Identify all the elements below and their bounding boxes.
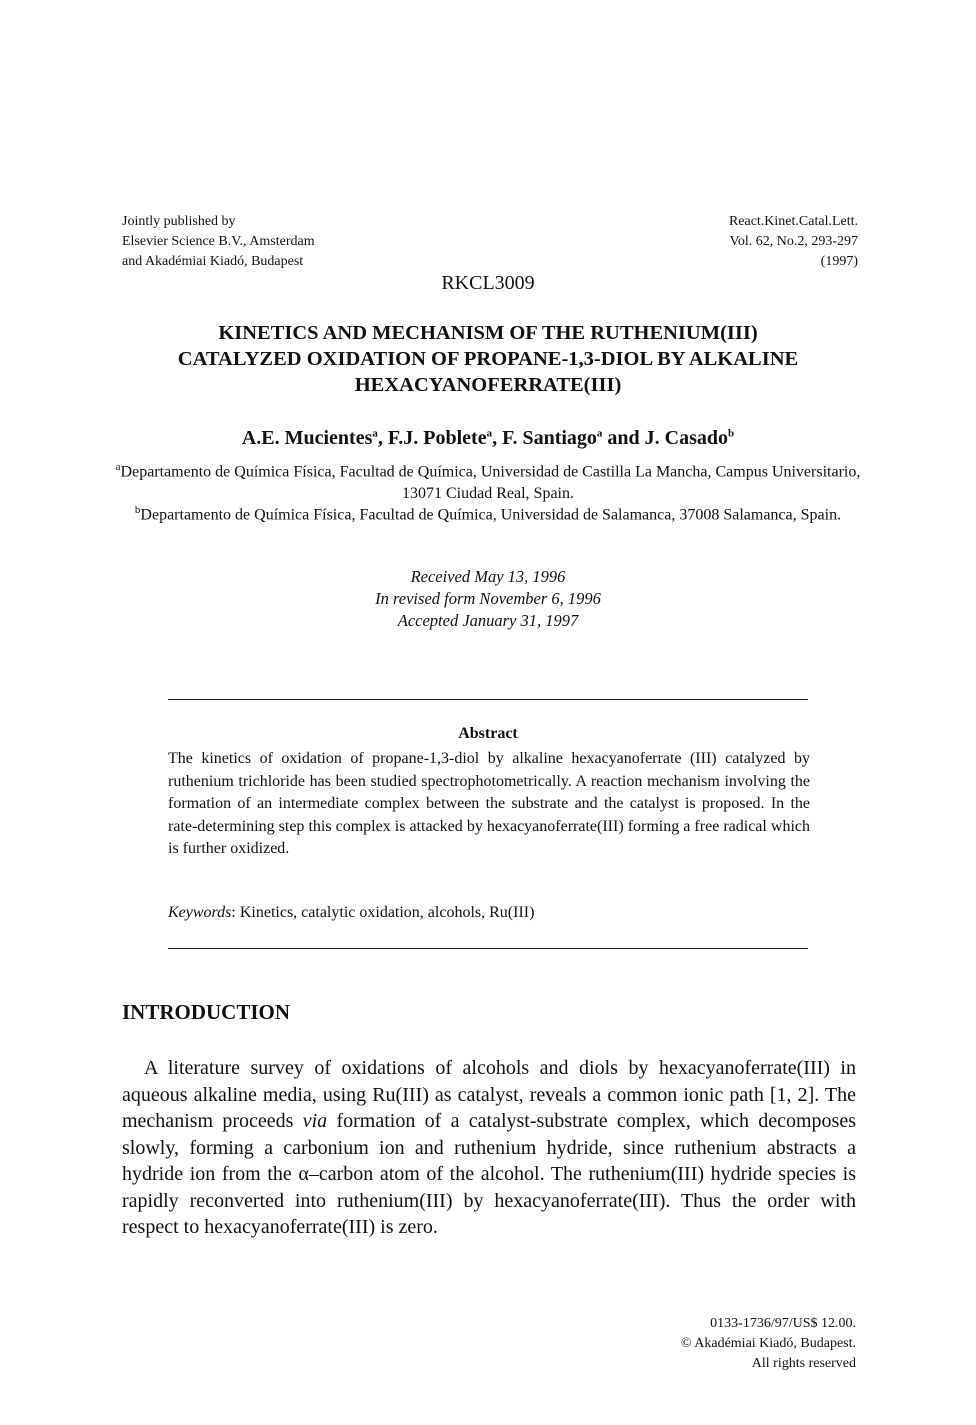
intro-text: formation of a catalyst-substrate complex, which decomposes slowly, forming a carbonium ion and ruthenium hydride, since ruthenium abstracts a hydride ion from the α–carbon atom of the alcohol. The ruthenium(III) hydride species is rapidly reconverted into ruthenium(III) by hexacyanoferrate(III). Thus the order with respect to hexacyanoferrate(III) is zero. xyxy=(122,1110,856,1238)
accepted-date: Accepted January 31, 1997 xyxy=(397,611,579,630)
abstract-heading: Abstract xyxy=(458,725,518,742)
abstract-bottom-divider xyxy=(168,948,808,949)
keywords: Keywords: Kinetics, catalytic oxidation, alcohols, Ru(III) xyxy=(168,904,535,921)
copyright-holder: © Akadémiai Kiadó, Budapest. xyxy=(680,1336,856,1351)
author-affiliation-mark: b xyxy=(728,427,735,440)
title-line: CATALYZED OXIDATION OF PROPANE-1,3-DIOL BY ALKALINE xyxy=(177,348,799,370)
publisher-info xyxy=(122,212,315,272)
article-code: RKCL3009 xyxy=(441,272,535,294)
issn-price: 0133-1736/97/US$ 12.00. xyxy=(710,1316,856,1331)
publisher-line: and Akadémiai Kiadó, Budapest xyxy=(122,254,304,269)
keywords-label: Keywords xyxy=(168,904,232,921)
author-affiliation-mark: a xyxy=(372,427,378,440)
revised-date: In revised form November 6, 1996 xyxy=(375,589,601,608)
journal-name: React.Kinet.Catal.Lett. xyxy=(728,214,858,229)
paper-title xyxy=(100,320,876,398)
received-date: Received May 13, 1996 xyxy=(410,567,566,586)
title-line: HEXACYANOFERRATE(III) xyxy=(354,374,622,396)
affiliation-b xyxy=(110,499,866,526)
abstract-text: The kinetics of oxidation of propane-1,3-diol by alkaline hexacyanoferrate (III) catalyzed by ruthenium trichloride has been studied spectrophotometrically. A reaction mechanism involving the formation of an intermediate complex between the substrate and the catalyst is proposed. In the rate-determining step this complex is attacked by hexacyanoferrate(III) forming a free radical which is further oxidized. xyxy=(168,750,810,857)
article-dates xyxy=(0,566,976,632)
journal-citation xyxy=(729,212,858,272)
section-heading-introduction: INTRODUCTION xyxy=(122,1000,291,1024)
journal-year: (1997) xyxy=(820,254,858,269)
affiliation-text: Departamento de Química Física, Facultad de Química, Universidad de Salamanca, 37008 Salamanca, Spain. xyxy=(140,506,842,524)
publisher-line: Jointly published by xyxy=(122,214,236,229)
author-separator: , xyxy=(492,427,503,449)
author-list xyxy=(0,427,976,450)
journal-volume: Vol. 62, No.2, 293-297 xyxy=(729,234,858,249)
copyright-footer xyxy=(681,1314,856,1374)
author-name: A.E. Mucientes xyxy=(241,427,373,449)
author-name: F. Santiago xyxy=(502,427,597,449)
author-separator: , xyxy=(377,427,388,449)
intro-emphasis: via xyxy=(302,1110,328,1132)
author-affiliation-mark: a xyxy=(486,427,493,440)
author-separator: and xyxy=(602,427,645,449)
publisher-line: Elsevier Science B.V., Amsterdam xyxy=(122,234,315,249)
author-affiliation-mark: a xyxy=(596,427,603,440)
introduction-paragraph xyxy=(122,1055,856,1241)
affiliation-mark: b xyxy=(134,504,141,516)
affiliation-text: Departamento de Química Física, Facultad de Química, Universidad de Castilla La Mancha, Campus Universitario, 13071 Ciudad Real, Spain. xyxy=(120,463,861,503)
title-line: KINETICS AND MECHANISM OF THE RUTHENIUM(III) xyxy=(218,322,758,344)
intro-text: A literature survey of oxidations of alcohols and diols by hexacyanoferrate(III) in aqueous alkaline media, using Ru(III) as catalyst, reveals a common ionic path [1, 2]. The mechanism proceeds xyxy=(122,1057,856,1132)
rights-notice: All rights reserved xyxy=(751,1356,856,1371)
author-name: F.J. Poblete xyxy=(387,427,487,449)
affiliation-a xyxy=(110,456,866,505)
abstract-top-divider xyxy=(168,699,808,700)
keywords-text: Kinetics, catalytic oxidation, alcohols, Ru(III) xyxy=(239,904,535,921)
affiliation-mark: a xyxy=(115,461,121,473)
author-name: J. Casado xyxy=(644,427,729,449)
